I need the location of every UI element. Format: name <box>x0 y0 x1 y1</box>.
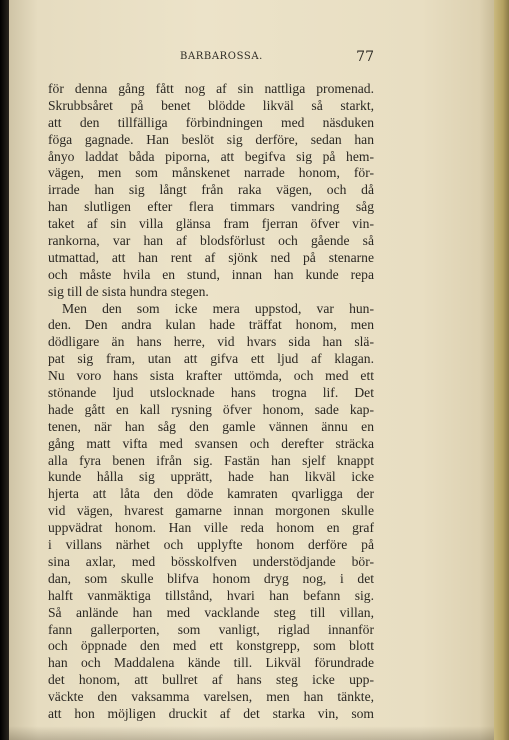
text-line: fann gallerporten, som vanligt, riglad innanför <box>48 621 374 637</box>
page-edge <box>494 0 509 740</box>
text-line: för denna gång fått nog af sin nattliga promenad. <box>48 81 374 96</box>
text-line: Så anlände han med vacklande steg till villan, <box>48 604 374 620</box>
text-line: dan, som skulle blifva honom dryg nog, i det <box>48 570 374 586</box>
text-line: ånyo laddat båda piporna, att begifva sig på hem- <box>48 148 374 164</box>
text-line: pat sig fram, utan att gifva ett ljud af klagan. <box>48 351 374 367</box>
text-line: halft vanmäktiga tillstånd, hvari han befann sig. <box>48 587 374 603</box>
text-line: irrade han sig långt från raka vägen, och då <box>48 182 374 198</box>
text-line: alla fyra benen ifrån sig. Fastän han sjelf knappt <box>48 452 374 468</box>
text-line: hade gått en kall rysning öfver honom, sade kap- <box>48 401 374 417</box>
text-line: stönande ljud utslocknade hans trogna lif. Det <box>48 385 374 401</box>
text-line: hjerta att låta den döde kamraten qvarligga der <box>48 486 374 502</box>
text-line: kunde hålla sig upprätt, hade han likväl icke <box>48 469 374 485</box>
text-line: Nu voro hans sista krafter uttömda, och med ett <box>48 368 374 384</box>
text-line: väckte den vaksamma varelsen, men han tänkte, <box>48 689 374 705</box>
running-head: BARBAROSSA. <box>180 51 263 62</box>
bottom-shade <box>9 726 494 740</box>
text-line: sig till de sista hundra stegen. <box>48 283 209 299</box>
text-line: att hon möjligen druckit af det starka vin, som <box>48 705 374 721</box>
page-number: 77 <box>356 49 374 65</box>
text-line: uppvädrat honom. Han ville reda honom en graf <box>48 520 374 536</box>
text-line: han slutligen efter flera timmars vandring såg <box>48 199 374 215</box>
text-line: han och Maddalena kände till. Likväl förundrade <box>48 655 374 671</box>
text-line: gång matt vifta med svansen och derefter sträcka <box>48 435 374 451</box>
text-line: dödligare än hans herre, vid hvars sida han slä- <box>48 334 374 350</box>
binding-shadow <box>0 0 9 740</box>
text-line: rankorna, var han af blodsförlust och gående så <box>48 233 374 249</box>
text-line: det honom, att bullret af hans steg icke upp- <box>48 672 374 688</box>
body-text <box>48 81 374 723</box>
text-line: utmattad, att han rent af sjönk ned på stenarne <box>48 249 374 265</box>
text-line: den. Den andra kulan hade träffat honom, men <box>48 317 374 333</box>
text-line: Skrubbsåret på benet blödde likväl så starkt, <box>48 97 374 113</box>
text-line: taket af sin villa glänsa fram fjerran öfver vin- <box>48 216 374 232</box>
page-header <box>48 49 374 69</box>
text-line: vid vägen, hvarest gamarne innan morgonen skulle <box>48 503 374 519</box>
text-line: i villans närhet och upplyfte honom derföre på <box>48 537 374 553</box>
text-line: vägen, men som månskenet narrade honom, för- <box>48 165 374 181</box>
text-line: att den tillfälliga förbindningen med näsduken <box>48 114 374 130</box>
text-line: och måste hvila en stund, innan han kunde repa <box>48 266 374 282</box>
text-line: tenen, när han såg den gamle vännen ännu en <box>48 418 374 434</box>
text-line: sina axlar, med bösskolfven understödjande bör- <box>48 553 374 569</box>
text-line: Men den som icke mera uppstod, var hun- <box>62 300 374 316</box>
text-line: föga gagnade. Han beslöt sig derföre, sedan han <box>48 131 374 147</box>
text-line: och öppnade den med ett konstgrepp, som blott <box>48 638 374 654</box>
